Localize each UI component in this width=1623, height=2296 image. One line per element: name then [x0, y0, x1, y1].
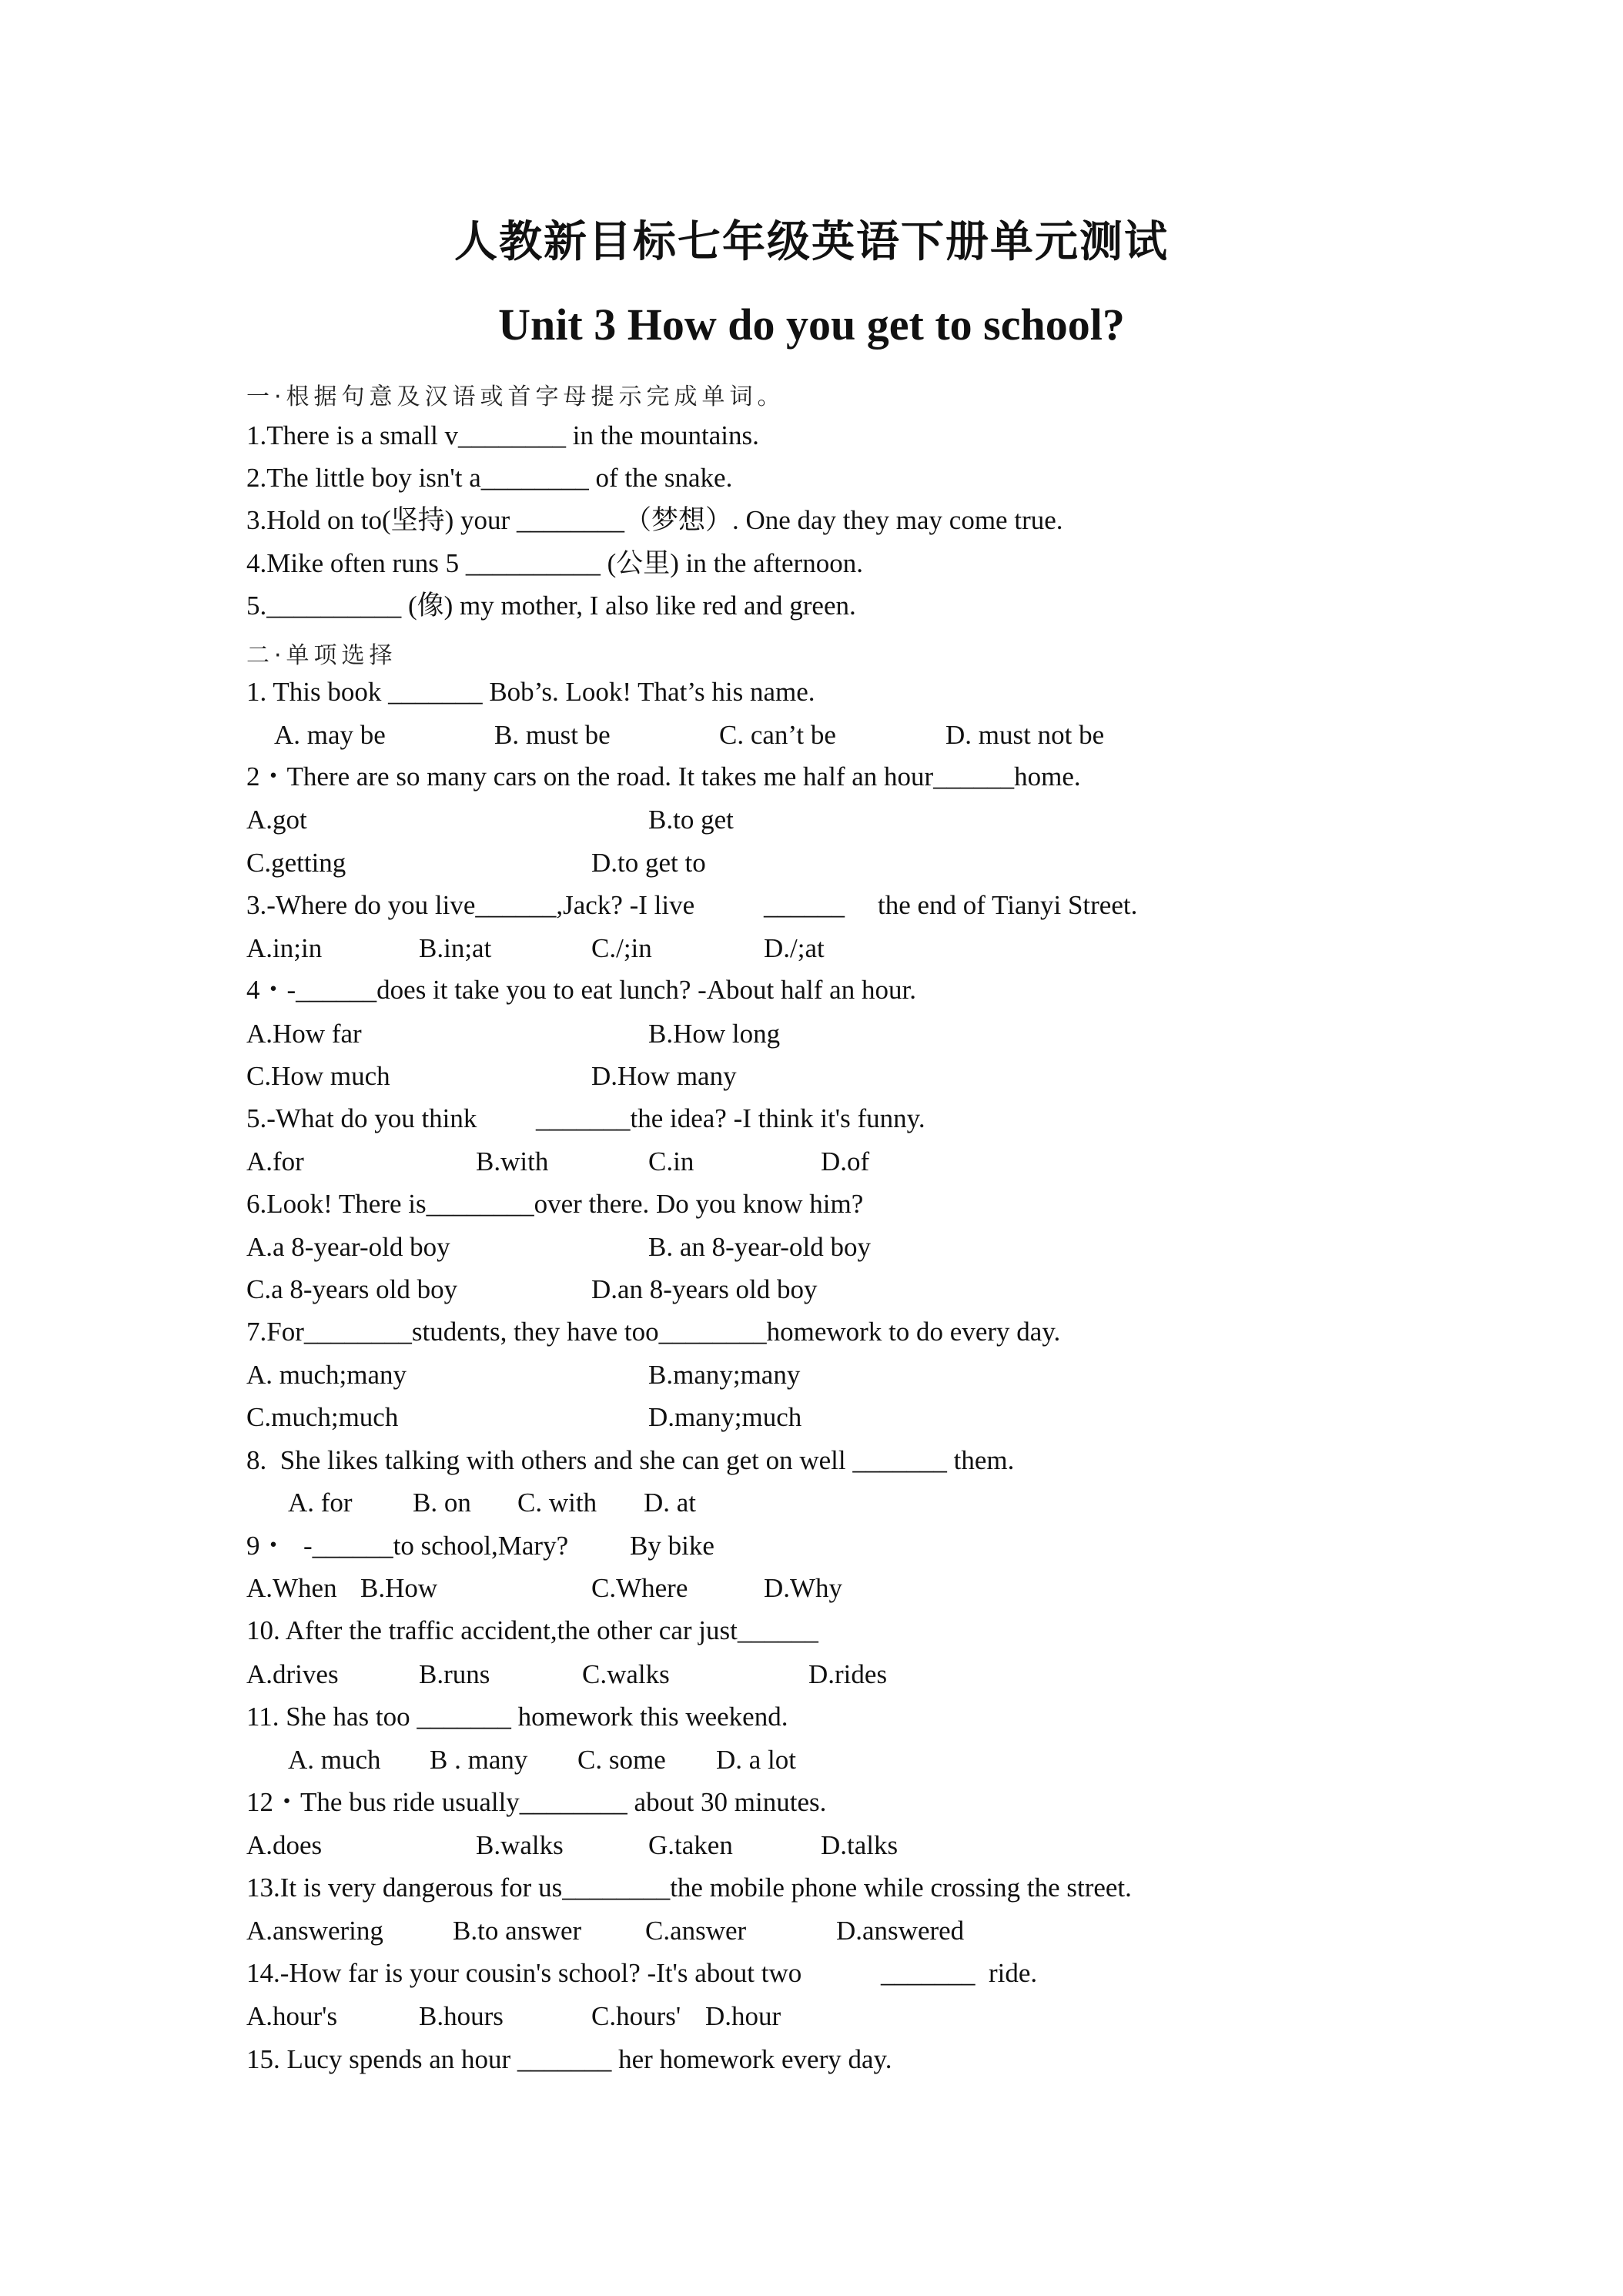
option-b: B.many;many — [648, 1360, 801, 1390]
question-14-part-a: 14.-How far is your cousin's school? -It's about two — [246, 1958, 802, 1988]
option-a: A.a 8-year-old boy — [246, 1232, 450, 1262]
option-d: D.many;much — [648, 1402, 802, 1432]
option-d: D.of — [821, 1146, 870, 1176]
option-d: D. a lot — [716, 1745, 797, 1775]
page-title-unit: Unit 3 How do you get to school? — [498, 300, 1125, 350]
question-15: 15. Lucy spends an hour _______ her homework every day. — [246, 2044, 892, 2074]
fill-in-item-5: 5.__________ (像) my mother, I also like red and green. — [246, 591, 856, 621]
question-3-blank: ______ — [764, 890, 845, 920]
option-c: C. can’t be — [719, 720, 836, 750]
question-5-part-a: 5.-What do you think — [246, 1103, 477, 1133]
option-b: B.to answer — [453, 1916, 582, 1946]
option-a: A. for — [288, 1488, 353, 1518]
question-9-part-c: By bike — [630, 1531, 714, 1561]
option-d: D.answered — [836, 1916, 965, 1946]
question-6: 6.Look! There is________over there. Do you know him? — [246, 1189, 864, 1219]
option-b: B.runs — [419, 1659, 490, 1689]
option-c: C. some — [577, 1745, 666, 1775]
question-3-part-a: 3.-Where do you live______,Jack? -I live — [246, 890, 695, 920]
option-a: A.for — [246, 1146, 304, 1176]
question-11: 11. She has too _______ homework this weekend. — [246, 1702, 788, 1732]
fill-in-item-1: 1.There is a small v________ in the mountains. — [246, 420, 759, 450]
option-a: A. may be — [274, 720, 386, 750]
option-c: C./;in — [591, 933, 652, 963]
option-b: B. an 8-year-old boy — [648, 1232, 871, 1262]
question-12: 12・The bus ride usually________ about 30 minutes. — [246, 1787, 827, 1817]
option-b: B.How long — [648, 1019, 781, 1049]
option-d: D. at — [644, 1488, 697, 1518]
option-a: A.in;in — [246, 933, 323, 963]
question-1: 1. This book _______ Bob’s. Look! That’s his name. — [246, 677, 815, 707]
fill-in-item-4: 4.Mike often runs 5 __________ (公里) in the afternoon. — [246, 548, 863, 578]
option-d: D.talks — [821, 1830, 899, 1860]
section-heading-fill-in: 一·根据句意及汉语或首字母提示完成单词。 — [246, 383, 785, 410]
question-7: 7.For________students, they have too________homework to do every day. — [246, 1317, 1061, 1347]
option-d: D.an 8-years old boy — [591, 1274, 818, 1304]
option-d: D./;at — [764, 933, 825, 963]
option-d: D.Why — [764, 1573, 843, 1603]
option-a: A. much;many — [246, 1360, 407, 1390]
option-b: B . many — [430, 1745, 528, 1775]
option-b: B.hours — [419, 2001, 504, 2031]
option-c: C.in — [648, 1146, 694, 1176]
option-d: D.How many — [591, 1061, 737, 1091]
option-a: A.When — [246, 1573, 337, 1603]
question-5-part-b: _______the idea? -I think it's funny. — [536, 1103, 925, 1133]
option-d: D.to get to — [591, 848, 706, 878]
option-d: D.rides — [808, 1659, 888, 1689]
option-a: A.does — [246, 1830, 323, 1860]
question-4: 4・-______does it take you to eat lunch? -About half an hour. — [246, 975, 916, 1005]
option-c: C.answer — [645, 1916, 747, 1946]
option-c: C.How much — [246, 1061, 390, 1091]
option-a: A.hour's — [246, 2001, 338, 2031]
option-c: C.getting — [246, 848, 346, 878]
option-c: C.hours' — [591, 2001, 681, 2031]
option-c: C.a 8-years old boy — [246, 1274, 458, 1304]
option-b: B.to get — [648, 805, 734, 835]
option-c: G.taken — [648, 1830, 733, 1860]
option-c: C. with — [517, 1488, 597, 1518]
option-b: B. on — [413, 1488, 471, 1518]
option-c: C.Where — [591, 1573, 688, 1603]
fill-in-item-3: 3.Hold on to(坚持) your ________（梦想）. One day they may come true. — [246, 505, 1063, 535]
question-9-part-b: -______to school,Mary? — [303, 1531, 569, 1561]
option-a: A.drives — [246, 1659, 339, 1689]
question-2: 2・There are so many cars on the road. It takes me half an hour______home. — [246, 761, 1081, 792]
question-14-part-b: _______ ride. — [881, 1958, 1038, 1988]
option-a: A.answering — [246, 1916, 383, 1946]
option-b: B.walks — [476, 1830, 564, 1860]
option-c: C.much;much — [246, 1402, 399, 1432]
question-3-part-c: the end of Tianyi Street. — [878, 890, 1138, 920]
question-9-number: 9・ — [246, 1531, 287, 1561]
question-10: 10. After the traffic accident,the other car just______ — [246, 1615, 818, 1645]
option-b: B.with — [476, 1146, 549, 1176]
option-b: B.How — [360, 1573, 438, 1603]
option-d: D.hour — [705, 2001, 781, 2031]
option-a: A.got — [246, 805, 307, 835]
option-a: A. much — [288, 1745, 381, 1775]
option-b: B. must be — [494, 720, 611, 750]
fill-in-item-2: 2.The little boy isn't a________ of the snake. — [246, 463, 733, 493]
option-a: A.How far — [246, 1019, 362, 1049]
option-c: C.walks — [582, 1659, 670, 1689]
option-b: B.in;at — [419, 933, 492, 963]
question-13: 13.It is very dangerous for us________the mobile phone while crossing the street. — [246, 1873, 1132, 1903]
page-title-chinese: 人教新目标七年级英语下册单元测试 — [454, 217, 1169, 267]
question-8: 8. She likes talking with others and she can get on well _______ them. — [246, 1445, 1015, 1475]
section-heading-multiple-choice: 二·单项选择 — [246, 642, 397, 669]
option-d: D. must not be — [945, 720, 1105, 750]
